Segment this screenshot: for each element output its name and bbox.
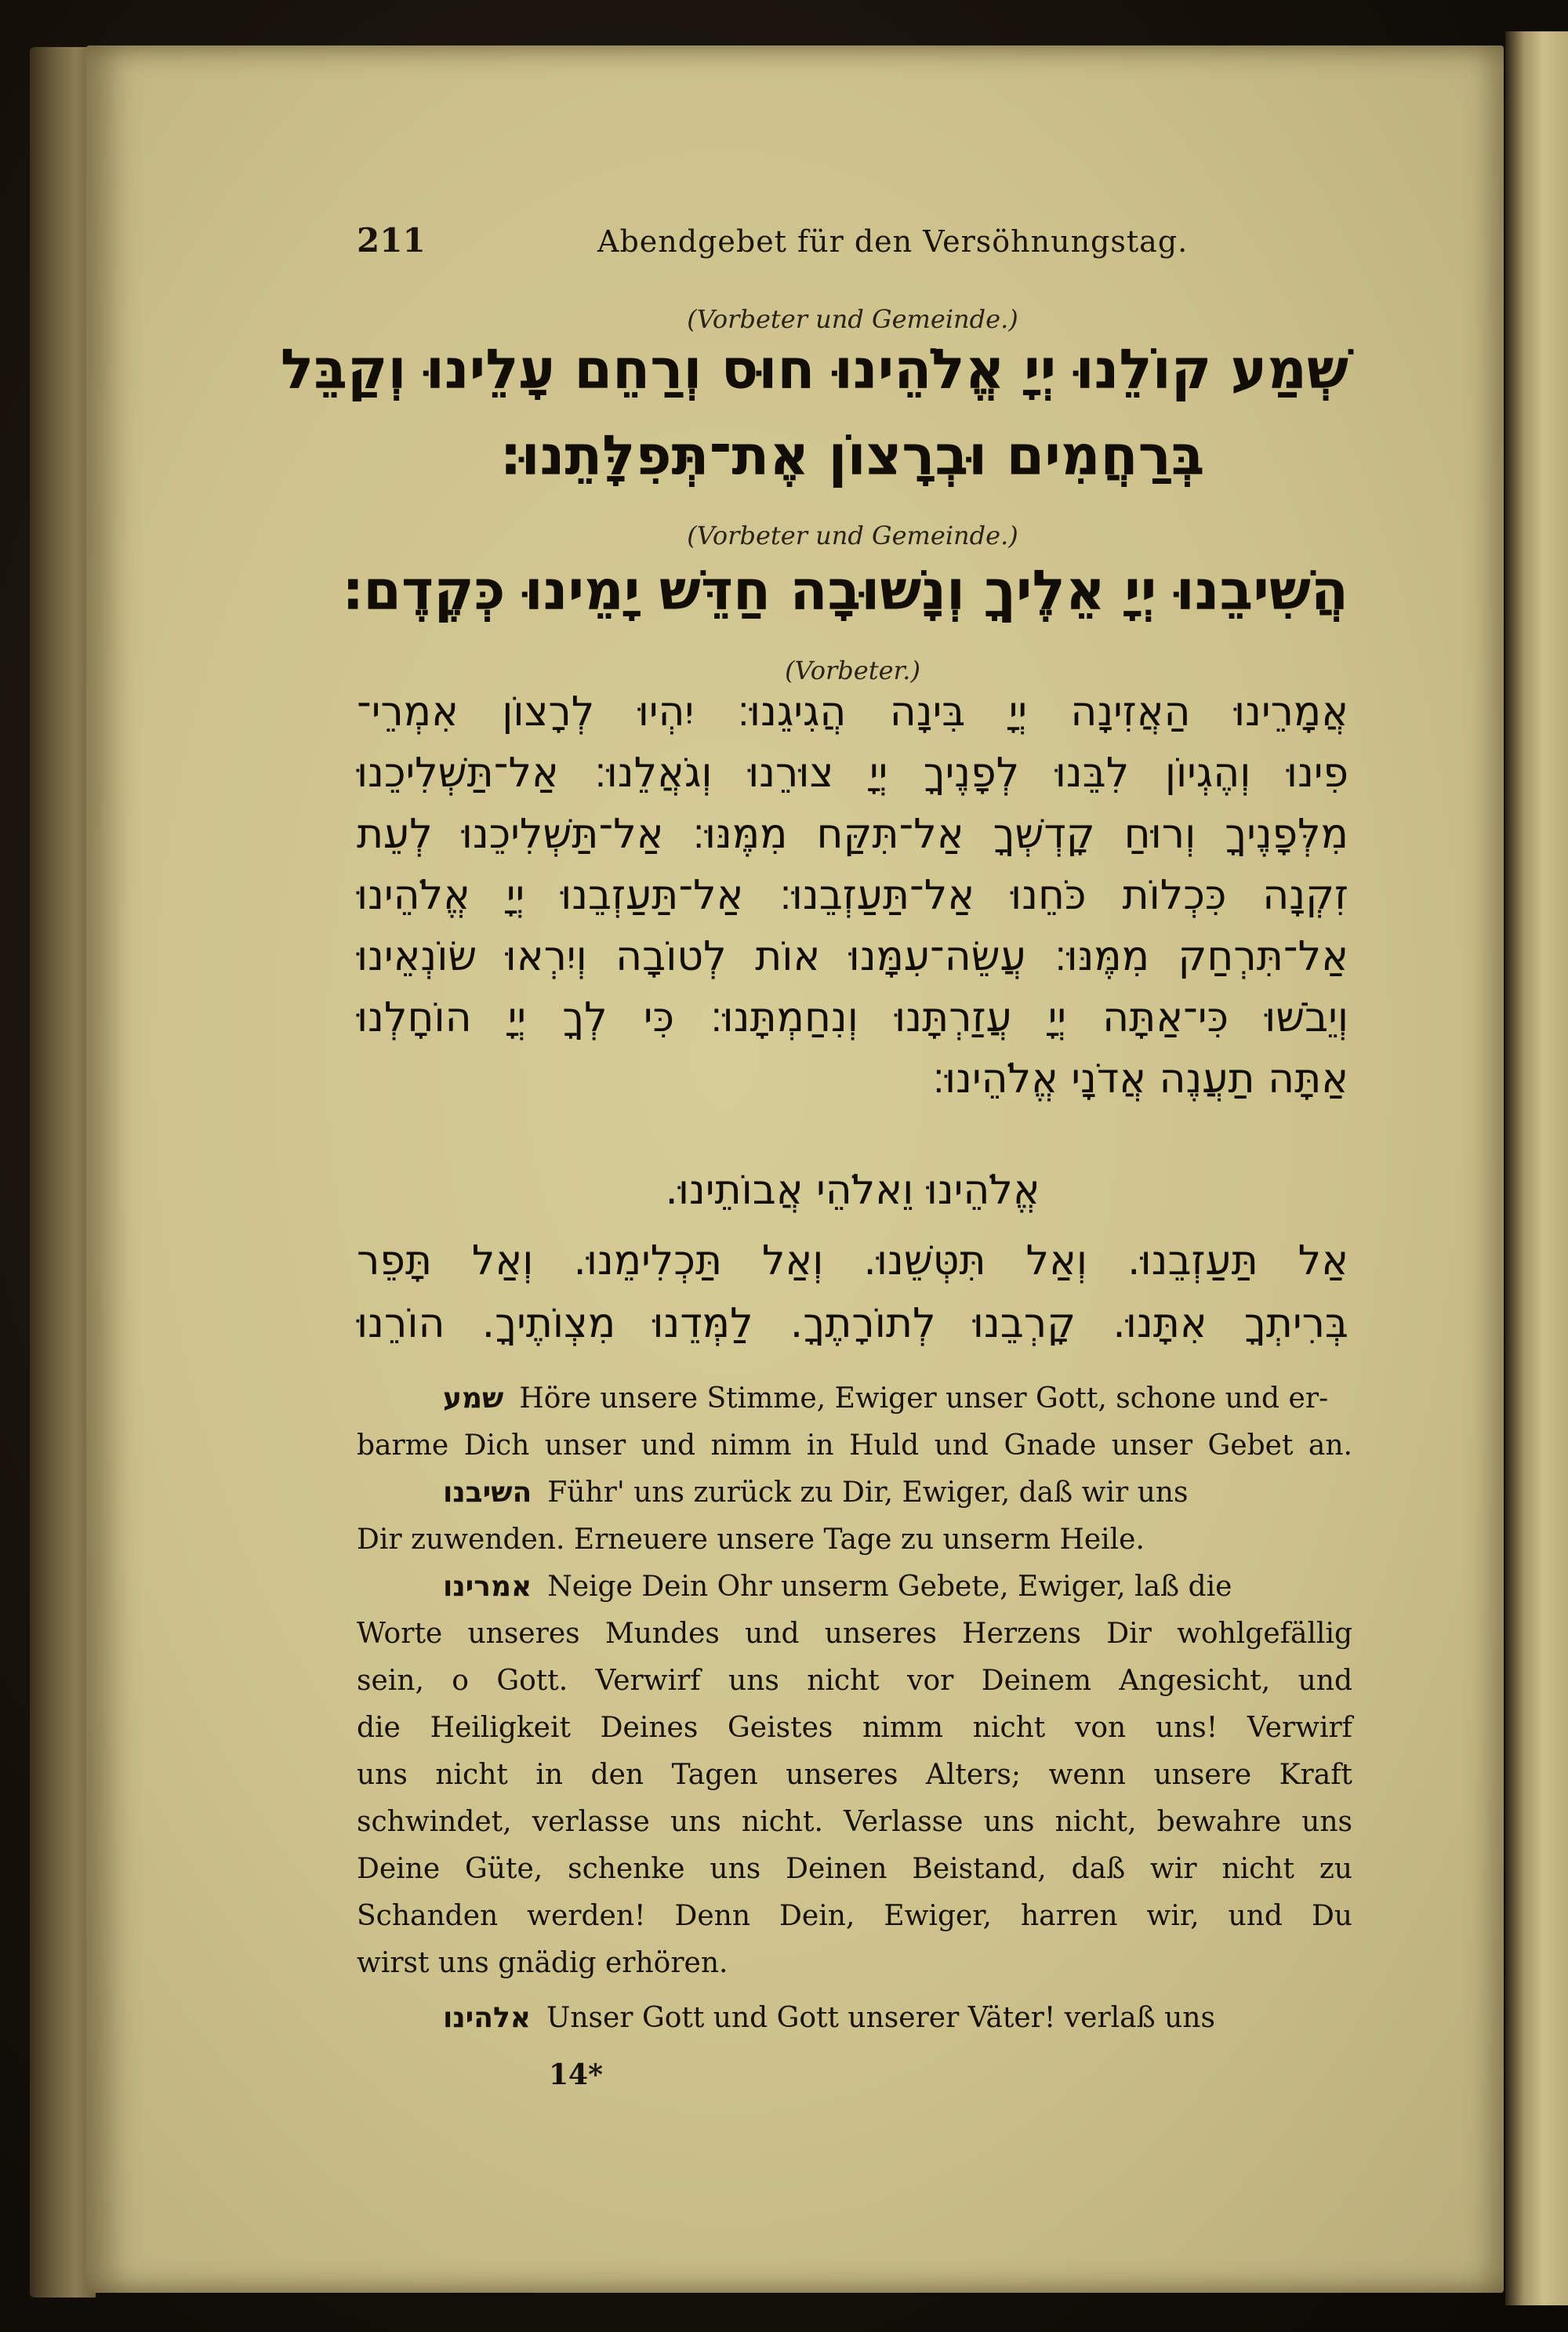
german-line: barme Dich unser und nimm in Huld und Gnade unser Gebet an. bbox=[357, 1429, 1352, 1462]
hebrew-lead-word: אמרינו bbox=[443, 1571, 532, 1603]
role-label: (Vorbeter.) bbox=[785, 656, 920, 685]
hebrew-line: הֲשִׁיבֵנוּ יְיָ אֵלֶיךָ וְנָשׁוּבָה חַדֵּשׁ יָמֵינוּ כְּקֶדֶם׃ bbox=[343, 558, 1348, 623]
german-text: Höre unsere Stimme, Ewiger unser Gott, schone und er- bbox=[519, 1382, 1329, 1415]
hebrew-line: בְּרַחֲמִים וּבְרָצוֹן אֶת־תְּפִלָּתֵנוּ׃ bbox=[500, 423, 1205, 488]
german-line: sein, o Gott. Verwirf uns nicht vor Deinem Angesicht, und bbox=[357, 1665, 1352, 1697]
hebrew-line: זִקְנָה כִּכְלוֹת כֹּחֵנוּ אַל־תַּעַזְבֵנוּ׃ אַל־תַּעַזְבֵנוּ יְיָ אֱלֹהֵינוּ bbox=[357, 872, 1348, 919]
hebrew-lead-word: השיבנו bbox=[443, 1477, 532, 1509]
hebrew-line: פִינוּ וְהֶגְיוֹן לִבֵּנוּ לְפָנֶיךָ יְיָ צוּרֵנוּ וְגֹאֲלֵנוּ׃ אַל־תַּשְׁלִיכֵנוּ bbox=[357, 750, 1348, 797]
german-line bbox=[443, 2002, 1352, 2034]
hebrew-line: אַתָּה תַעֲנֶה אֲדֹנָי אֱלֹהֵינוּ׃ bbox=[932, 1055, 1348, 1102]
hebrew-lead-word: שמע bbox=[443, 1382, 504, 1415]
signature-mark: 14* bbox=[549, 2058, 603, 2091]
german-line: Deine Güte, schenke uns Deinen Beistand, daß wir nicht zu bbox=[357, 1853, 1352, 1885]
hebrew-lead-word: אלהינו bbox=[443, 2002, 531, 2034]
german-text: Unser Gott und Gott unserer Väter! verlaß uns bbox=[546, 2002, 1215, 2034]
german-line: die Heiligkeit Deines Geistes nimm nicht von uns! Verwirf bbox=[357, 1712, 1352, 1744]
hebrew-line: אַל־תִּרְחַק מִמֶּנּוּ׃ עֲשֵׂה־עִמָּנוּ אוֹת לְטוֹבָה וְיִרְאוּ שׂוֹנְאֵינוּ bbox=[357, 933, 1348, 980]
german-line: Schanden werden! Denn Dein, Ewiger, harren wir, und Du bbox=[357, 1900, 1352, 1932]
page-number: 211 bbox=[357, 221, 426, 260]
page-header bbox=[357, 221, 1348, 268]
hebrew-line: בְּרִיתְךָ אִתָּנוּ. קָרְבֵנוּ לְתוֹרָתֶךָ. לַמְּדֵנוּ מִצְוֹתֶיךָ. הוֹרֵנוּ bbox=[357, 1300, 1348, 1347]
german-line: wirst uns gnädig erhören. bbox=[357, 1947, 728, 1979]
hebrew-line: אֲמָרֵינוּ הַאֲזִינָה יְיָ בִּינָה הֲגִיגֵנוּ׃ יִהְיוּ לְרָצוֹן אִמְרֵי־ bbox=[357, 688, 1348, 736]
german-line: schwindet, verlasse uns nicht. Verlasse uns nicht, bewahre uns bbox=[357, 1806, 1352, 1838]
german-line bbox=[443, 1571, 1352, 1603]
hebrew-line: שְׁמַע קוֹלֵנוּ יְיָ אֱלֹהֵינוּ חוּס וְרַחֵם עָלֵינוּ וְקַבֵּל bbox=[280, 337, 1348, 401]
german-line bbox=[443, 1382, 1352, 1415]
role-label: (Vorbeter und Gemeinde.) bbox=[687, 521, 1018, 550]
role-label: (Vorbeter und Gemeinde.) bbox=[687, 304, 1018, 334]
german-text: Neige Dein Ohr unserm Gebete, Ewiger, laß die bbox=[547, 1571, 1232, 1603]
hebrew-heading: אֱלֹהֵינוּ וֵאלֹהֵי אֲבוֹתֵינוּ. bbox=[665, 1167, 1040, 1214]
german-line bbox=[443, 1477, 1352, 1509]
facing-page-edge bbox=[1505, 31, 1568, 2305]
german-line: Dir zuwenden. Erneuere unsere Tage zu unserm Heile. bbox=[357, 1524, 1145, 1556]
hebrew-line: מִלְּפָנֶיךָ וְרוּחַ קָדְשְׁךָ אַל־תִּקַּח מִמֶּנּוּ׃ אַל־תַּשְׁלִיכֵנוּ לְעֵת bbox=[357, 811, 1348, 858]
hebrew-line: וְיֵבֹשׁוּ כִּי־אַתָּה יְיָ עֲזַרְתָּנוּ וְנִחַמְתָּנוּ׃ כִּי לְךָ יְיָ הוֹחָלְנוּ bbox=[357, 994, 1348, 1041]
german-line: Worte unseres Mundes und unseres Herzens Dir wohlgefällig bbox=[357, 1618, 1352, 1650]
german-line: uns nicht in den Tagen unseres Alters; wenn unsere Kraft bbox=[357, 1759, 1352, 1791]
running-title: Abendgebet für den Versöhnungstag. bbox=[597, 224, 1189, 259]
german-text: Führ' uns zurück zu Dir, Ewiger, daß wir uns bbox=[547, 1477, 1189, 1509]
hebrew-line: אַל תַּעַזְבֵנוּ. וְאַל תִּטְּשֵׁנוּ. וְאַל תַּכְלִימֵנוּ. וְאַל תָּפֵר bbox=[357, 1237, 1348, 1284]
